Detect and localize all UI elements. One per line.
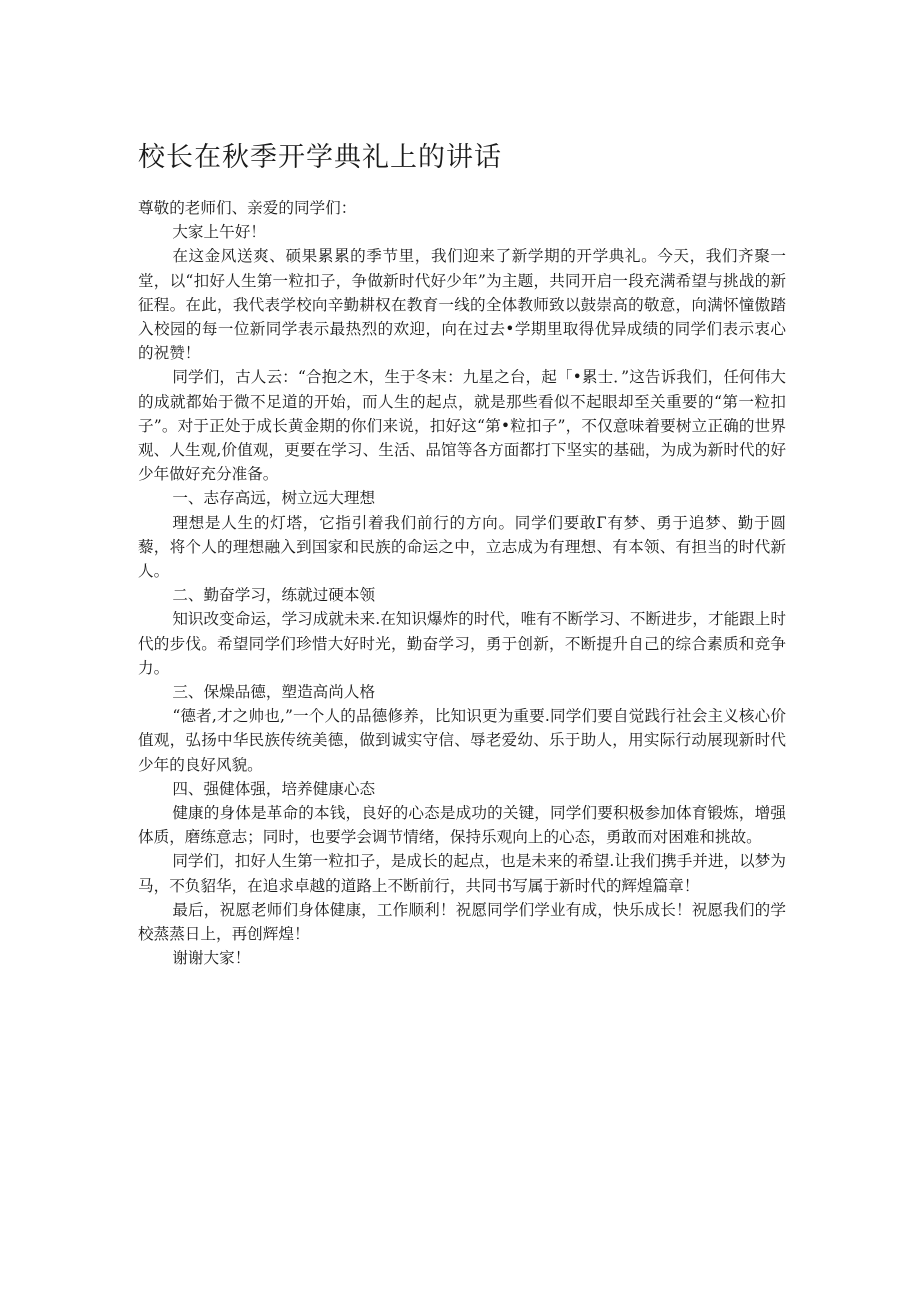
wishes-paragraph: 最后，祝愿老师们身体健康，工作顺利！祝愿同学们学业有成，快乐成长！祝愿我们的学校蒸蒸日上，再创辉煌！ [138,900,786,944]
section-paragraph-4: 健康的身体是革命的本钱，良好的心态是成功的关键，同学们要积极参加体育锻炼，增强体质，磨练意志；同时，也要学会调节情绪，保持乐观向上的心态，勇敢而对困难和挑故。 [138,804,786,847]
intro-paragraph: 在这金风送爽、硕果累累的季节里，我们迎来了新学期的开学典礼。今天，我们齐聚一堂，以“扣好人生第一粒扣子，争做新时代好少年”为主题，共同开启一段充满希望与挑战的新征程。在此，我代表学校向辛勤耕权在教育一线的全体教师致以鼓崇高的敬意，向满怀憧傲踏入校园的每一位新同学表示最热烈的欢迎，向在过去•学期里取得优异成绩的同学们表示衷心的祝赞！ [138,247,786,363]
section-paragraph-2: 知识改变命运，学习成就未来.在知识爆炸的时代，唯有不断学习、不断进步，才能跟上时代的步伐。希望同学们珍惜大好时光，勤奋学习，勇于创新，不断提升自己的综合素质和竞争力。 [138,610,786,677]
speech-body [138,196,786,971]
theme-paragraph: 同学们，古人云：“合抱之木，生于冬末：九星之台，起「•累士．”这告诉我们，任何伟大的成就都始于微不足道的开始，而人生的起点，就是那些看似不起眼却至关重要的“第一粒扣子”。对于正处于成长黄金期的你们来说，扣好这“第•粒扣子”，不仅意味着要树立正确的世界观、人生观,价值观，更要在学习、生活、品馆等各方面都打下坚实的基础，为成为新时代的好少年做好充分准备。 [138,368,786,484]
section-heading-3: 三、保燥品德，塑造高尚人格 [172,683,376,702]
page-title: 校长在秋季开学典礼上的讲话 [138,142,502,173]
section-paragraph-1: 理想是人生的灯塔，它指引着我们前行的方向。同学们要敢Г有梦、勇于追梦、勤于圆藜，将个人的理想融入到国家和民族的命运之中，立志成为有理想、有本领、有担当的时代新人。 [138,513,786,581]
greeting: 大家上午好！ [172,223,266,242]
section-heading-4: 四、强健体强，培养健康心态 [172,779,376,798]
section-heading-1: 一、志存高远，树立远大理想 [172,489,376,508]
section-paragraph-3: “德者,才之帅也,”一个人的品德修养，比知识更为重要.同学们要自觉践行社会主义核心价值观，弘扬中华民族传统美德，做到诚实守信、辱老爱幼、乐于助人，用实际行动展现新时代少年的良好风貌。 [138,707,786,774]
section-heading-2: 二、勤奋学习，练就过硬本领 [172,586,376,605]
thanks-line: 谢谢大家！ [172,949,251,968]
salutation: 尊敬的老师们、亲爱的同学们： [138,199,357,217]
closing-paragraph: 同学们，扣好人生第一粒扣子，是成长的起点，也是未来的希望.让我们携手并进，以梦为马，不负貂华，在追求卓越的道路上不断前行，共同书写属于新时代的辉煌篇章！ [138,852,786,895]
